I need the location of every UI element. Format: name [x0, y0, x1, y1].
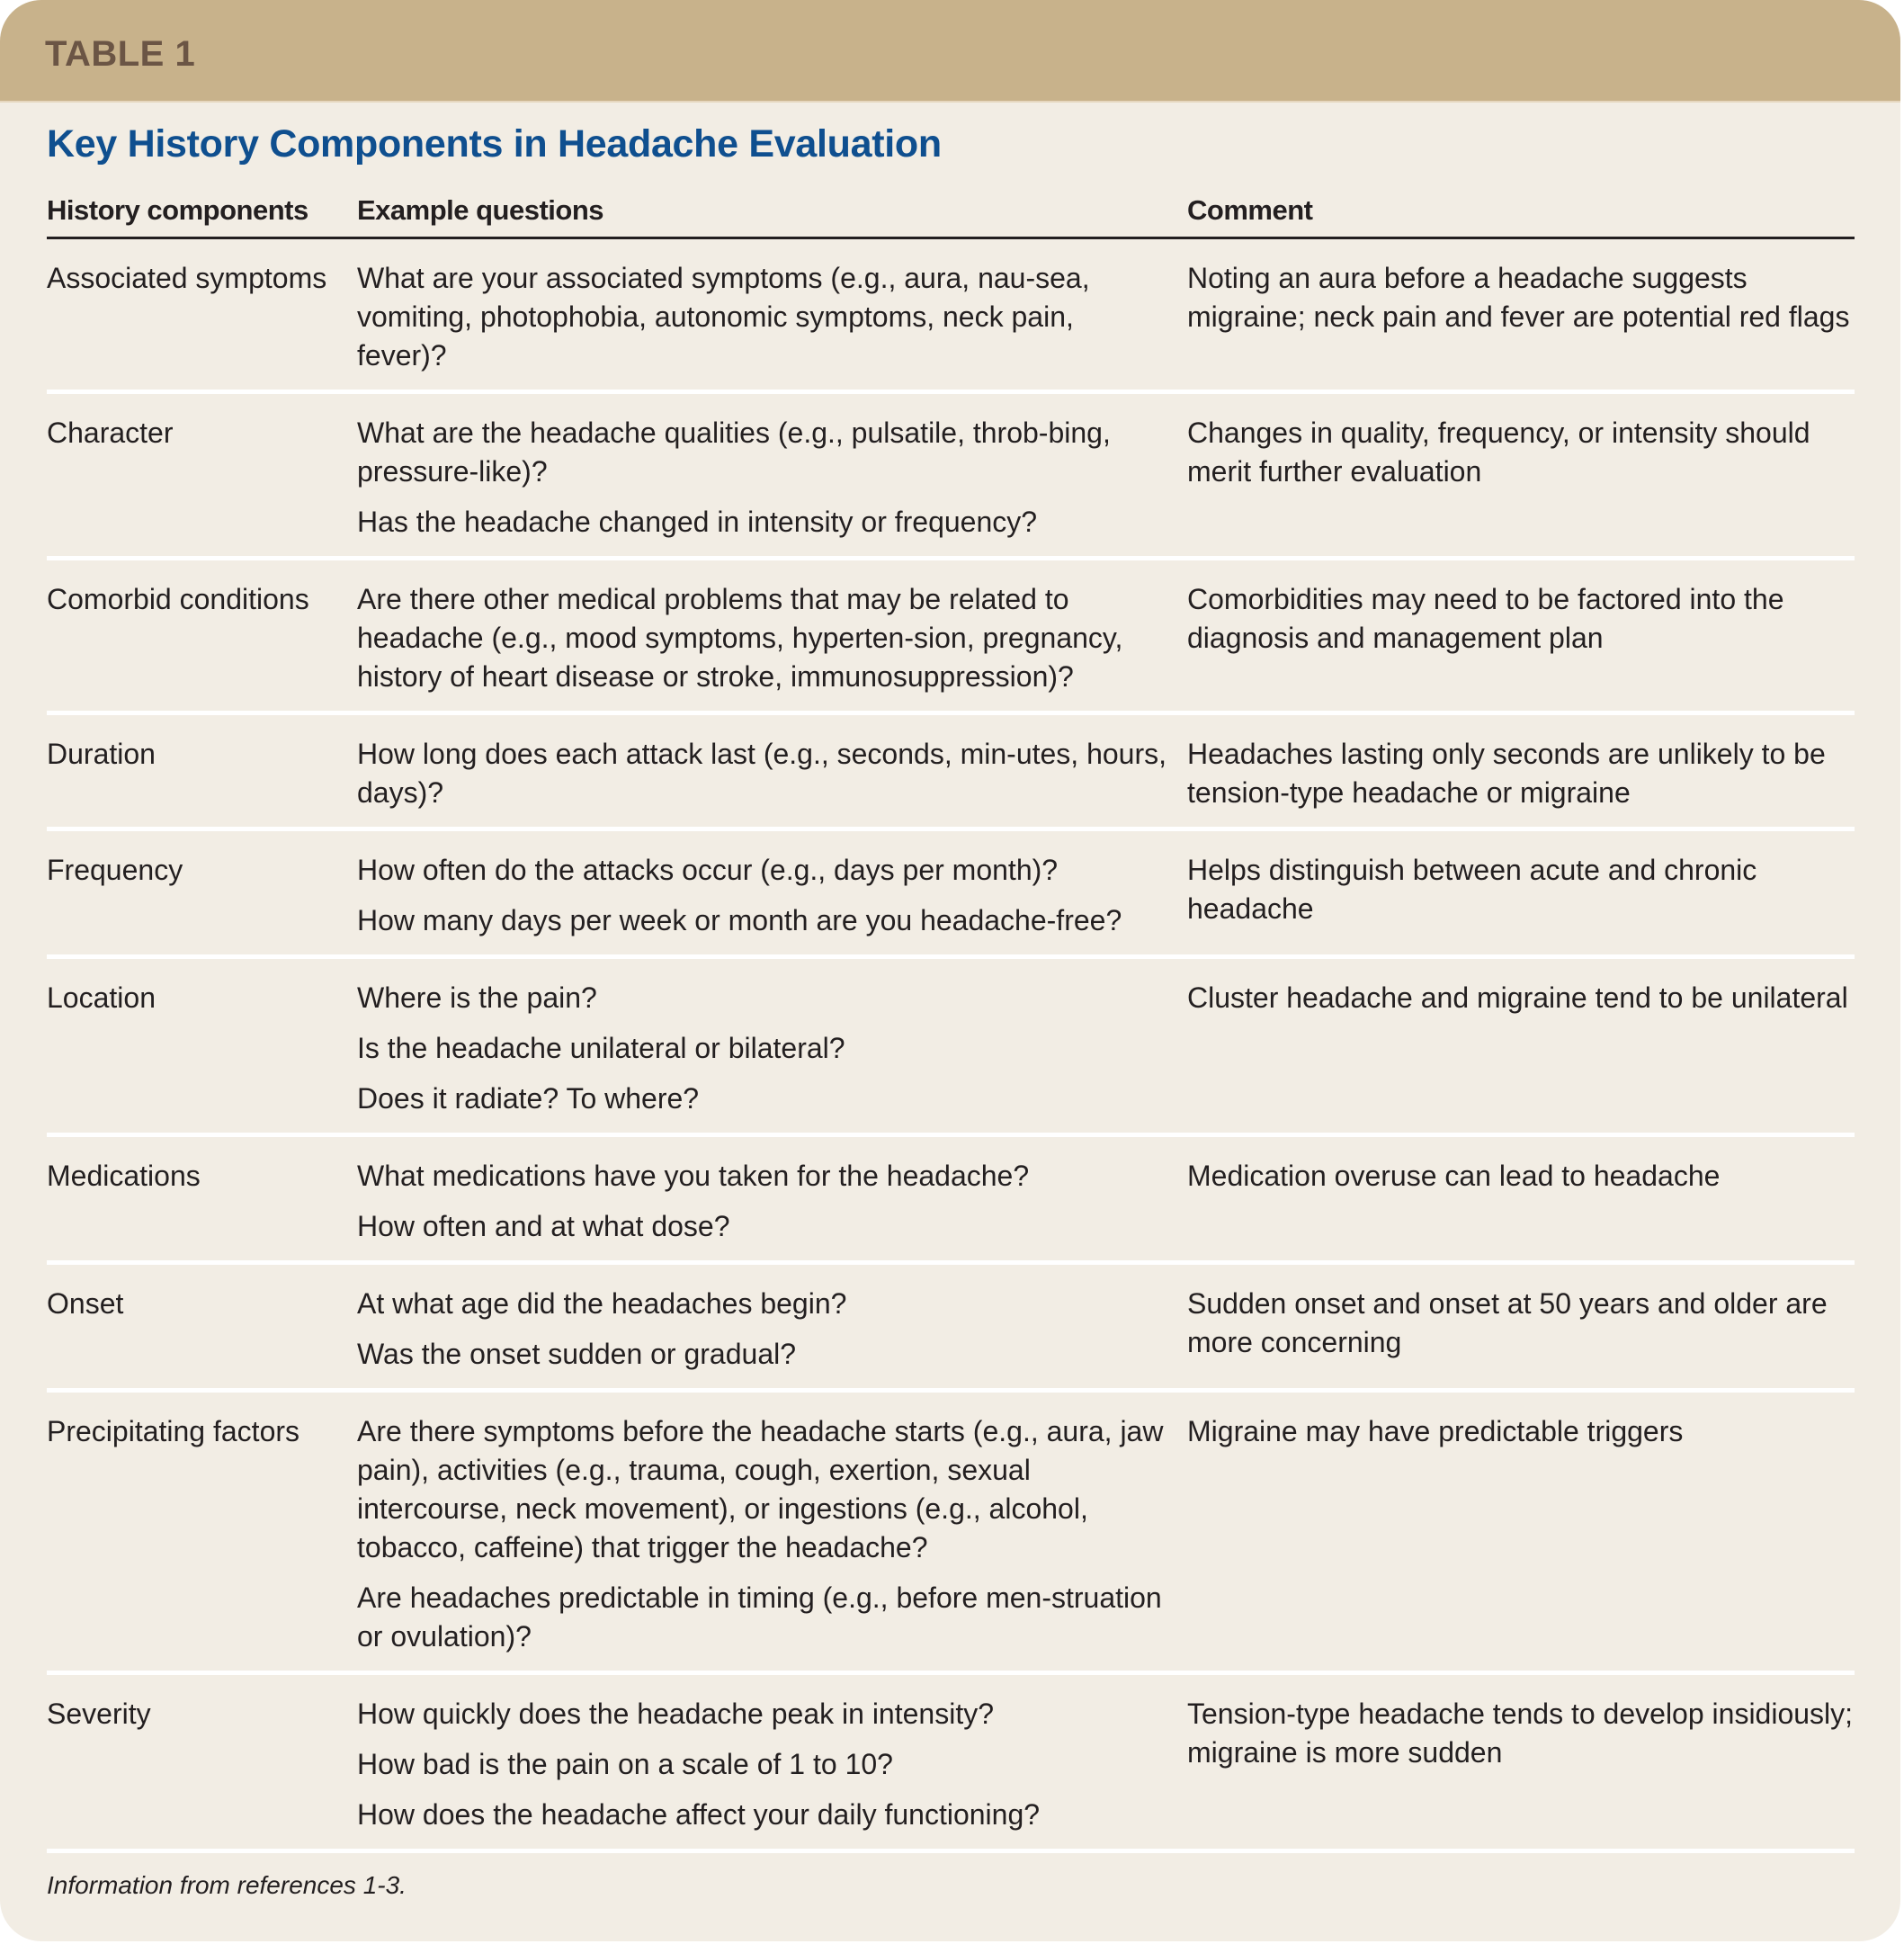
table-row: [47, 1393, 1855, 1675]
history-component-cell: Comorbid conditions: [47, 583, 309, 615]
history-component-cell: Severity: [47, 1698, 151, 1730]
history-component-cell: Associated symptoms: [47, 262, 327, 294]
example-questions-cell: [357, 1412, 1187, 1656]
example-question: How long does each attack last (e.g., seconds, min-utes, hours, days)?: [357, 738, 1167, 809]
history-table: [47, 184, 1855, 1853]
comment-cell: Changes in quality, frequency, or intensity should merit further evaluation: [1187, 417, 1810, 488]
example-question: Are there other medical problems that may be related to headache (e.g., mood symptoms, hyperten-sion, pregnancy, history of heart disease or stroke, immunosuppression)?: [357, 583, 1123, 693]
comment-cell: Helps distinguish between acute and chronic headache: [1187, 854, 1757, 925]
example-question: What are your associated symptoms (e.g., aura, nau-sea, vomiting, photophobia, autonomic symptoms, neck pain, fever)?: [357, 262, 1090, 372]
table-row: [47, 239, 1855, 394]
example-questions-cell: [357, 979, 1187, 1118]
example-questions-cell: [357, 1157, 1187, 1246]
table-row: [47, 715, 1855, 831]
table-header-row: [47, 184, 1855, 239]
table-row: [47, 560, 1855, 715]
example-questions-cell: [357, 580, 1187, 696]
example-question: Has the headache changed in intensity or frequency?: [357, 506, 1038, 538]
history-component-cell: Onset: [47, 1287, 124, 1320]
comment-cell: Noting an aura before a headache suggests migraine; neck pain and fever are potential red flags: [1187, 262, 1850, 333]
example-question: Was the onset sudden or gradual?: [357, 1338, 797, 1370]
example-question: Are headaches predictable in timing (e.g., before men-struation or ovulation)?: [357, 1581, 1162, 1653]
comment-cell: Sudden onset and onset at 50 years and older are more concerning: [1187, 1287, 1828, 1358]
example-questions-cell: [357, 259, 1187, 375]
example-questions-cell: [357, 735, 1187, 812]
table-row: [47, 1137, 1855, 1265]
table-number-label: TABLE 1: [45, 34, 196, 74]
history-component-cell: Location: [47, 981, 156, 1014]
column-header-comment: Comment: [1187, 194, 1313, 226]
table-row: [47, 394, 1855, 560]
history-component-cell: Precipitating factors: [47, 1415, 300, 1447]
comment-cell: Tension-type headache tends to develop insidiously; migraine is more sudden: [1187, 1698, 1854, 1769]
example-question: Does it radiate? To where?: [357, 1082, 700, 1115]
comment-cell: Medication overuse can lead to headache: [1187, 1160, 1721, 1192]
example-question: What are the headache qualities (e.g., pulsatile, throb-bing, pressure-like)?: [357, 417, 1111, 488]
comment-cell: Cluster headache and migraine tend to be unilateral: [1187, 981, 1848, 1014]
example-question: How often do the attacks occur (e.g., days per month)?: [357, 854, 1059, 886]
example-question: How many days per week or month are you headache-free?: [357, 904, 1122, 936]
table-row: [47, 1675, 1855, 1853]
example-questions-cell: [357, 1285, 1187, 1374]
example-questions-cell: [357, 851, 1187, 940]
example-question: How often and at what dose?: [357, 1210, 730, 1242]
example-questions-cell: [357, 414, 1187, 542]
history-component-cell: Frequency: [47, 854, 183, 886]
example-question: Is the headache unilateral or bilateral?: [357, 1032, 845, 1064]
example-question: What medications have you taken for the headache?: [357, 1160, 1030, 1192]
comment-cell: Comorbidities may need to be factored into the diagnosis and management plan: [1187, 583, 1784, 654]
table-label-band: [0, 0, 1900, 103]
example-question: Are there symptoms before the headache starts (e.g., aura, jaw pain), activities (e.g., trauma, cough, exertion, sexual intercourse, neck movement), or ingestions (e.g., alcohol, tobacco, caffeine) that trigger the headache?: [357, 1415, 1164, 1563]
example-question: At what age did the headaches begin?: [357, 1287, 847, 1320]
footnote: Information from references 1-3.: [47, 1871, 407, 1899]
table-row: [47, 831, 1855, 959]
comment-cell: Migraine may have predictable triggers: [1187, 1415, 1684, 1447]
history-component-cell: Medications: [47, 1160, 201, 1192]
column-header-questions: Example questions: [357, 194, 604, 226]
example-question: Where is the pain?: [357, 981, 597, 1014]
table-row: [47, 1265, 1855, 1393]
table-row: [47, 959, 1855, 1137]
table-title: Key History Components in Headache Evaluation: [47, 122, 942, 166]
example-questions-cell: [357, 1695, 1187, 1834]
history-component-cell: Duration: [47, 738, 156, 770]
history-component-cell: Character: [47, 417, 174, 449]
comment-cell: Headaches lasting only seconds are unlikely to be tension-type headache or migraine: [1187, 738, 1826, 809]
example-question: How bad is the pain on a scale of 1 to 10?: [357, 1748, 893, 1780]
example-question: How quickly does the headache peak in intensity?: [357, 1698, 994, 1730]
table-body: [47, 239, 1855, 1853]
column-header-component: History components: [47, 194, 308, 226]
example-question: How does the headache affect your daily functioning?: [357, 1798, 1041, 1831]
